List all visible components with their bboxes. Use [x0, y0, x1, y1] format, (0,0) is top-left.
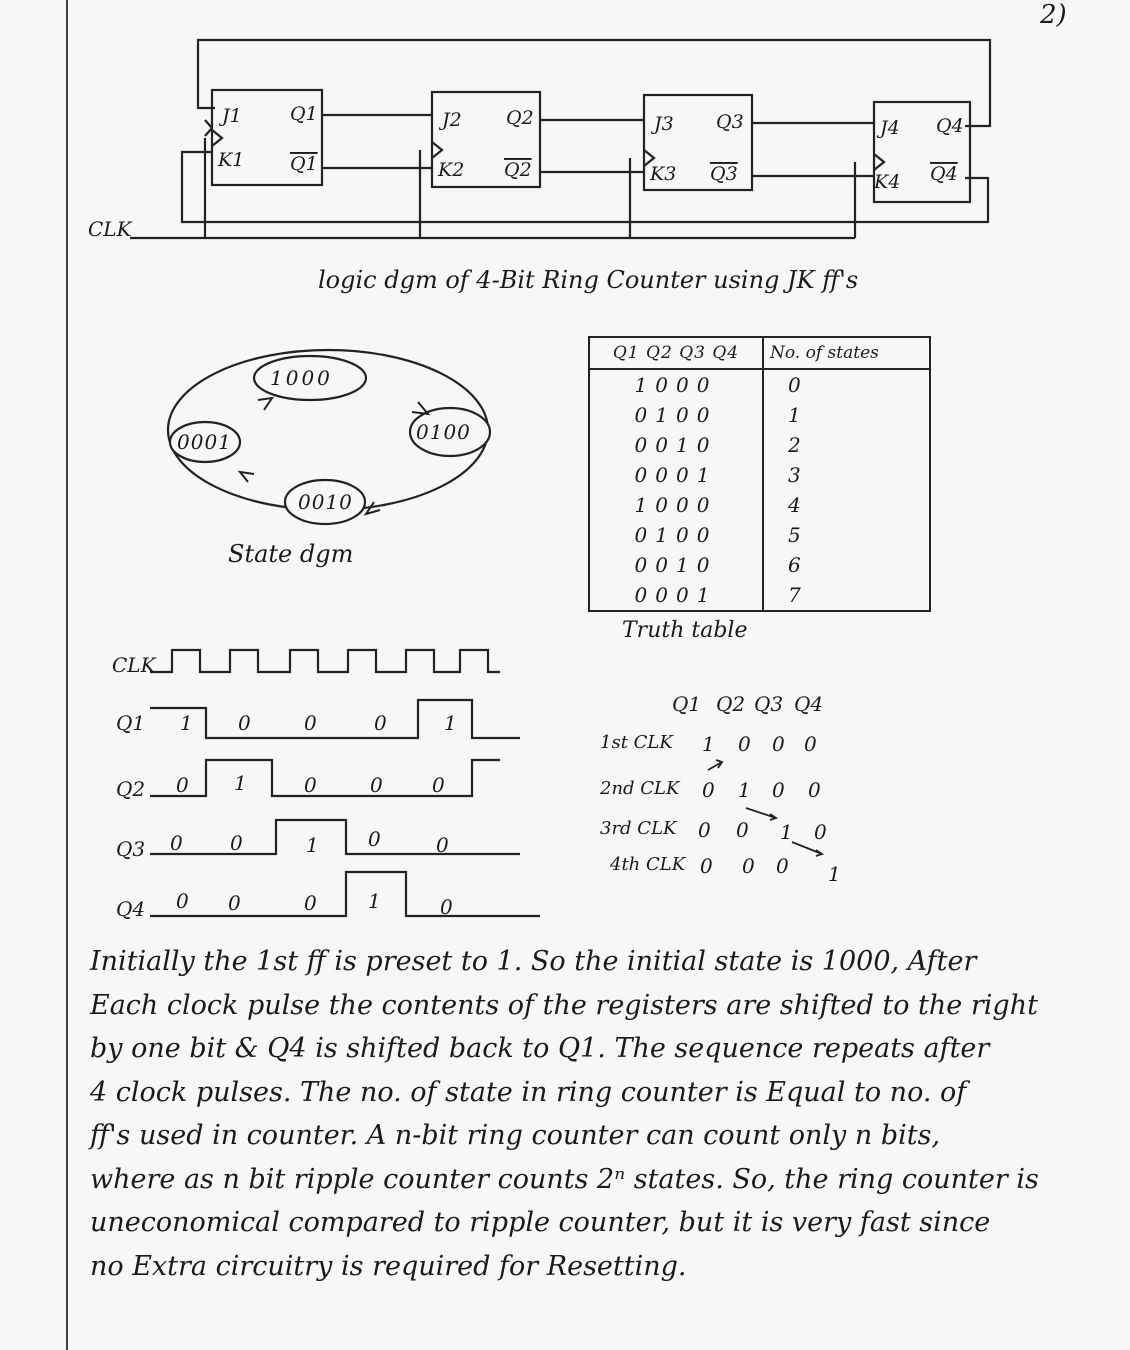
shift-seq-bit: 0	[702, 778, 715, 802]
state-0100: 0100	[416, 420, 471, 444]
state-0001: 0001	[177, 430, 232, 454]
timing-value: 0	[176, 889, 189, 913]
table-cell-state: 3	[788, 463, 801, 487]
ff4-q-label: Q4	[936, 115, 964, 137]
shift-seq-row-label: 3rd CLK	[600, 818, 677, 839]
shift-seq-bit: 0	[700, 854, 713, 878]
ff2-k-label: K2	[438, 159, 465, 181]
table-row	[590, 580, 929, 610]
table-cell-state: 4	[788, 493, 801, 517]
timing-value: 0	[304, 773, 317, 797]
shift-sequence	[596, 692, 856, 892]
notes-line: where as n bit ripple counter counts 2ⁿ states. So, the ring counter is	[90, 1163, 1039, 1195]
table-cell-outputs: 0010	[590, 430, 763, 460]
notes-line: 4 clock pulses. The no. of state in ring counter is Equal to no. of	[90, 1076, 967, 1108]
clk-label: CLK	[88, 217, 132, 241]
table-row	[590, 369, 929, 400]
q3-waveform	[150, 820, 520, 854]
ff4-j-label: J4	[880, 117, 900, 139]
logic-diagram	[0, 0, 1130, 310]
table-cell-state: 5	[788, 523, 801, 547]
table-cell-outputs: 1000	[590, 369, 763, 400]
ff1-k-label: K1	[218, 149, 245, 171]
shift-seq-header-q1: Q1	[672, 692, 702, 716]
shift-seq-bit: 1	[738, 778, 751, 802]
timing-value: 0	[370, 773, 383, 797]
shift-seq-bit: 0	[772, 732, 785, 756]
truth-table-header-states: No. of states	[763, 338, 929, 369]
timing-value: 0	[432, 773, 445, 797]
timing-value: 1	[180, 711, 193, 735]
ff3-j-label: J3	[654, 113, 674, 135]
table-cell-state: 6	[788, 553, 801, 577]
timing-value: 1	[234, 771, 247, 795]
ff4-qbar-label: Q4	[930, 163, 958, 185]
timing-q4-label: Q4	[116, 897, 146, 921]
truth-table-header-outputs: Q1 Q2 Q3 Q4	[590, 338, 763, 369]
ff1-q-label: Q1	[290, 103, 318, 125]
timing-value: 0	[374, 711, 387, 735]
shift-seq-header-q3: Q3	[754, 692, 784, 716]
ff3-q-label: Q3	[716, 111, 744, 133]
ff1-j-label: J1	[222, 105, 242, 127]
ff3-k-label: K3	[650, 163, 677, 185]
table-row	[590, 490, 929, 520]
shift-seq-row-label: 2nd CLK	[600, 778, 680, 799]
q1-waveform	[150, 700, 520, 738]
q4-waveform	[150, 872, 540, 916]
ff1-qbar-label: Q1	[290, 153, 318, 175]
table-row	[590, 520, 929, 550]
ff2-j-label: J2	[442, 109, 462, 131]
table-row	[590, 550, 929, 580]
logic-diagram-caption: logic dgm of 4-Bit Ring Counter using JK ff's	[318, 266, 859, 294]
shift-seq-bit: 0	[772, 778, 785, 802]
shift-seq-bit: 1	[828, 862, 841, 886]
timing-value: 0	[170, 831, 183, 855]
page-number: 2)	[1040, 0, 1067, 30]
notes-line: no Extra circuitry is required for Resetting.	[90, 1250, 687, 1282]
timing-value: 0	[304, 891, 317, 915]
timing-clk-label: CLK	[112, 653, 156, 677]
ff3-qbar-label: Q3	[710, 163, 738, 185]
ff2-q-label: Q2	[506, 107, 534, 129]
shift-seq-row-label: 1st CLK	[600, 732, 673, 753]
table-row	[590, 430, 929, 460]
shift-seq-bit: 0	[814, 820, 827, 844]
timing-value: 0	[238, 711, 251, 735]
table-cell-state: 2	[788, 433, 801, 457]
table-cell-state: 7	[788, 583, 801, 607]
shift-seq-row-label: 4th CLK	[610, 854, 686, 875]
timing-value: 0	[230, 831, 243, 855]
table-cell-state: 1	[788, 403, 801, 427]
shift-arrows	[596, 692, 856, 892]
truth-table	[588, 336, 931, 612]
clk-waveform	[150, 650, 500, 672]
state-0010: 0010	[298, 490, 353, 514]
shift-seq-bit: 0	[742, 854, 755, 878]
shift-seq-bit: 0	[804, 732, 817, 756]
timing-value: 0	[228, 891, 241, 915]
shift-seq-bit: 0	[808, 778, 821, 802]
table-cell-outputs: 0001	[590, 580, 763, 610]
table-cell-outputs: 0010	[590, 550, 763, 580]
timing-value: 0	[440, 895, 453, 919]
shift-seq-bit: 1	[702, 732, 715, 756]
notes-line: by one bit & Q4 is shifted back to Q1. The sequence repeats after	[90, 1033, 990, 1064]
shift-seq-header-q4: Q4	[794, 692, 824, 716]
truth-table-header-row	[590, 338, 929, 369]
timing-diagram	[100, 630, 560, 930]
timing-value: 1	[306, 833, 319, 857]
timing-value: 0	[436, 833, 449, 857]
table-cell-outputs: 1000	[590, 490, 763, 520]
table-cell-outputs: 0100	[590, 520, 763, 550]
shift-seq-bit: 0	[736, 818, 749, 842]
notes-line: uneconomical compared to ripple counter, but it is very fast since	[90, 1207, 991, 1238]
notes-line: ff's used in counter. A n-bit ring counter can count only n bits,	[90, 1120, 941, 1151]
table-cell-state: 0	[788, 373, 801, 397]
timing-q3-label: Q3	[116, 837, 146, 861]
timing-value: 0	[304, 711, 317, 735]
table-row	[590, 460, 929, 490]
state-1000: 1000	[270, 366, 333, 390]
timing-value: 0	[176, 773, 189, 797]
explanation-notes	[90, 940, 1110, 1288]
ff4-k-label: K4	[874, 171, 901, 193]
state-diagram	[160, 340, 520, 590]
truth-table-caption: Truth table	[622, 618, 748, 643]
q2-waveform	[150, 760, 500, 796]
timing-q2-label: Q2	[116, 777, 146, 801]
notes-line: Each clock pulse the contents of the registers are shifted to the right	[90, 989, 1038, 1021]
timing-value: 0	[368, 827, 381, 851]
shift-seq-header-q2: Q2	[716, 692, 746, 716]
timing-value: 1	[368, 889, 381, 913]
shift-seq-bit: 0	[776, 854, 789, 878]
shift-seq-bit: 1	[780, 820, 793, 844]
shift-seq-bit: 0	[698, 818, 711, 842]
state-diagram-caption: State dgm	[228, 540, 354, 568]
table-cell-outputs: 0001	[590, 460, 763, 490]
ff2-qbar-label: Q2	[504, 159, 532, 181]
shift-seq-bit: 0	[738, 732, 751, 756]
notes-line: Initially the 1st ff is preset to 1. So the initial state is 1000, After	[90, 946, 977, 977]
table-row	[590, 400, 929, 430]
timing-q1-label: Q1	[116, 711, 146, 735]
table-cell-outputs: 0100	[590, 400, 763, 430]
timing-value: 1	[444, 711, 457, 735]
